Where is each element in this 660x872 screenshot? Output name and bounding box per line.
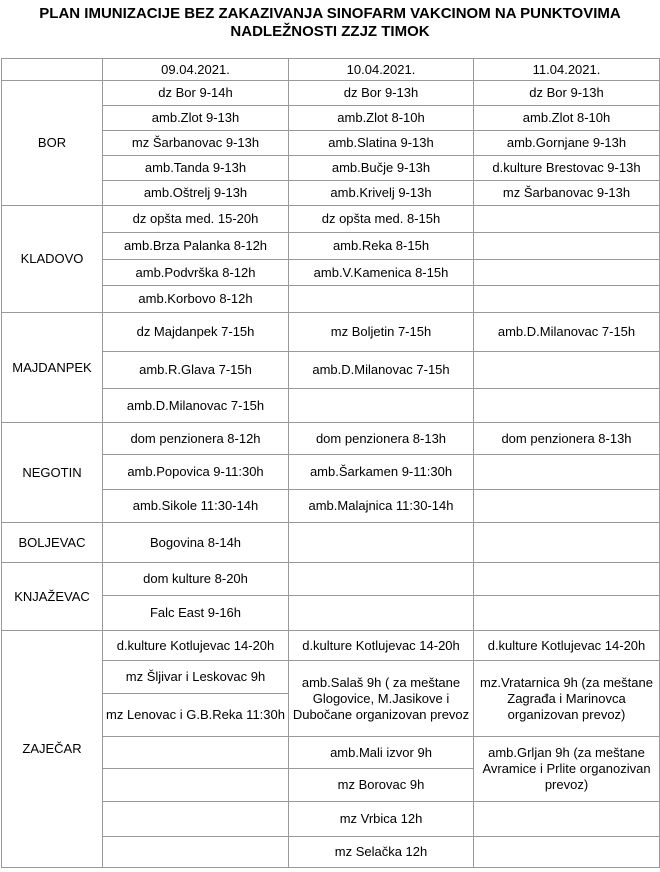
schedule-cell: amb.Salaš 9h ( za meštane Glogovice, M.Jasikove i Dubočane organizovan prevoz [289,661,474,737]
schedule-cell [289,596,474,631]
table-row [2,563,660,596]
schedule-cell: amb.R.Glava 7-15h [103,352,289,389]
schedule-cell: amb.Šarkamen 9-11:30h [289,455,474,490]
page-title-line1: PLAN IMUNIZACIJE BEZ ZAKAZIVANJA SINOFARM VAKCINOM NA PUNKTOVIMA [39,5,621,22]
schedule-body [2,59,660,868]
schedule-cell: amb.V.Kamenica 8-15h [289,260,474,286]
schedule-cell: dz Bor 9-13h [289,81,474,106]
schedule-cell: amb.Grljan 9h (za meštane Avramice i Prlite organozivan prevoz) [474,737,660,802]
schedule-cell [474,490,660,523]
schedule-cell [289,286,474,313]
region-cell: BOLJEVAC [2,523,103,563]
schedule-cell: dom penzionera 8-13h [289,423,474,455]
header-row [2,59,660,81]
table-row [2,523,660,563]
schedule-cell [474,389,660,423]
table-row [2,631,660,661]
schedule-cell: amb.Zlot 8-10h [289,106,474,131]
schedule-cell: amb.D.Milanovac 7-15h [289,352,474,389]
schedule-cell: amb.Tanda 9-13h [103,156,289,181]
schedule-cell: d.kulture Kotlujevac 14-20h [103,631,289,661]
table-row [2,423,660,455]
schedule-cell [289,389,474,423]
schedule-cell: mz Šarbanovac 9-13h [474,181,660,206]
schedule-cell [474,802,660,837]
schedule-cell [474,233,660,260]
schedule-cell: mz Lenovac i G.B.Reka 11:30h [103,694,289,737]
immunization-schedule-table [1,58,660,868]
schedule-cell: Bogovina 8-14h [103,523,289,563]
schedule-cell: amb.Podvrška 8-12h [103,260,289,286]
schedule-cell: mz.Vratarnica 9h (za meštane Zagrađa i Marinovca organizovan prevoz) [474,661,660,737]
schedule-cell [474,455,660,490]
schedule-cell: dz opšta med. 15-20h [103,206,289,233]
region-cell: KNJAŽEVAC [2,563,103,631]
schedule-cell: Falc East 9-16h [103,596,289,631]
date-column-header: 09.04.2021. [103,59,289,81]
header-empty-cell [2,59,103,81]
region-cell: MAJDANPEK [2,313,103,423]
schedule-cell: dz Majdanpek 7-15h [103,313,289,352]
schedule-cell: dom penzionera 8-12h [103,423,289,455]
date-column-header: 11.04.2021. [474,59,660,81]
schedule-cell: amb.Zlot 9-13h [103,106,289,131]
schedule-cell [103,837,289,868]
schedule-cell: amb.Mali izvor 9h [289,737,474,769]
schedule-cell: dz Bor 9-13h [474,81,660,106]
schedule-cell: amb.Korbovo 8-12h [103,286,289,313]
schedule-cell [474,206,660,233]
schedule-cell [474,837,660,868]
schedule-cell [474,260,660,286]
schedule-cell: dz opšta med. 8-15h [289,206,474,233]
schedule-cell: amb.Oštrelj 9-13h [103,181,289,206]
schedule-cell [474,563,660,596]
schedule-cell: amb.Reka 8-15h [289,233,474,260]
schedule-cell: d.kulture Brestovac 9-13h [474,156,660,181]
schedule-cell: amb.Popovica 9-11:30h [103,455,289,490]
schedule-cell: mz Šarbanovac 9-13h [103,131,289,156]
schedule-cell [474,523,660,563]
schedule-cell: amb.Krivelj 9-13h [289,181,474,206]
table-row [2,313,660,352]
schedule-cell: amb.Gornjane 9-13h [474,131,660,156]
schedule-cell: mz Selačka 12h [289,837,474,868]
page-title-line2: NADLEŽNOSTI ZZJZ TIMOK [230,23,430,40]
region-cell: BOR [2,81,103,206]
region-cell: NEGOTIN [2,423,103,523]
table-row [2,206,660,233]
schedule-cell: dz Bor 9-14h [103,81,289,106]
schedule-cell: amb.Brza Palanka 8-12h [103,233,289,260]
schedule-cell: d.kulture Kotlujevac 14-20h [289,631,474,661]
schedule-cell [103,769,289,802]
schedule-cell [103,737,289,769]
schedule-cell: mz Boljetin 7-15h [289,313,474,352]
schedule-cell: mz Vrbica 12h [289,802,474,837]
schedule-cell: amb.Zlot 8-10h [474,106,660,131]
schedule-cell [103,802,289,837]
schedule-cell: amb.D.Milanovac 7-15h [474,313,660,352]
schedule-cell: dom kulture 8-20h [103,563,289,596]
schedule-cell [474,286,660,313]
schedule-cell: amb.Slatina 9-13h [289,131,474,156]
schedule-cell: amb.Malajnica 11:30-14h [289,490,474,523]
region-cell: KLADOVO [2,206,103,313]
region-cell: ZAJEČAR [2,631,103,868]
schedule-cell [474,596,660,631]
schedule-cell [289,523,474,563]
table-row [2,81,660,106]
schedule-cell: mz Borovac 9h [289,769,474,802]
schedule-cell: amb.Sikole 11:30-14h [103,490,289,523]
date-column-header: 10.04.2021. [289,59,474,81]
schedule-cell: mz Šljivar i Leskovac 9h [103,661,289,694]
schedule-cell: d.kulture Kotlujevac 14-20h [474,631,660,661]
schedule-cell: amb.Bučje 9-13h [289,156,474,181]
schedule-cell: dom penzionera 8-13h [474,423,660,455]
page-title [0,0,660,41]
schedule-cell [474,352,660,389]
schedule-cell: amb.D.Milanovac 7-15h [103,389,289,423]
schedule-cell [289,563,474,596]
